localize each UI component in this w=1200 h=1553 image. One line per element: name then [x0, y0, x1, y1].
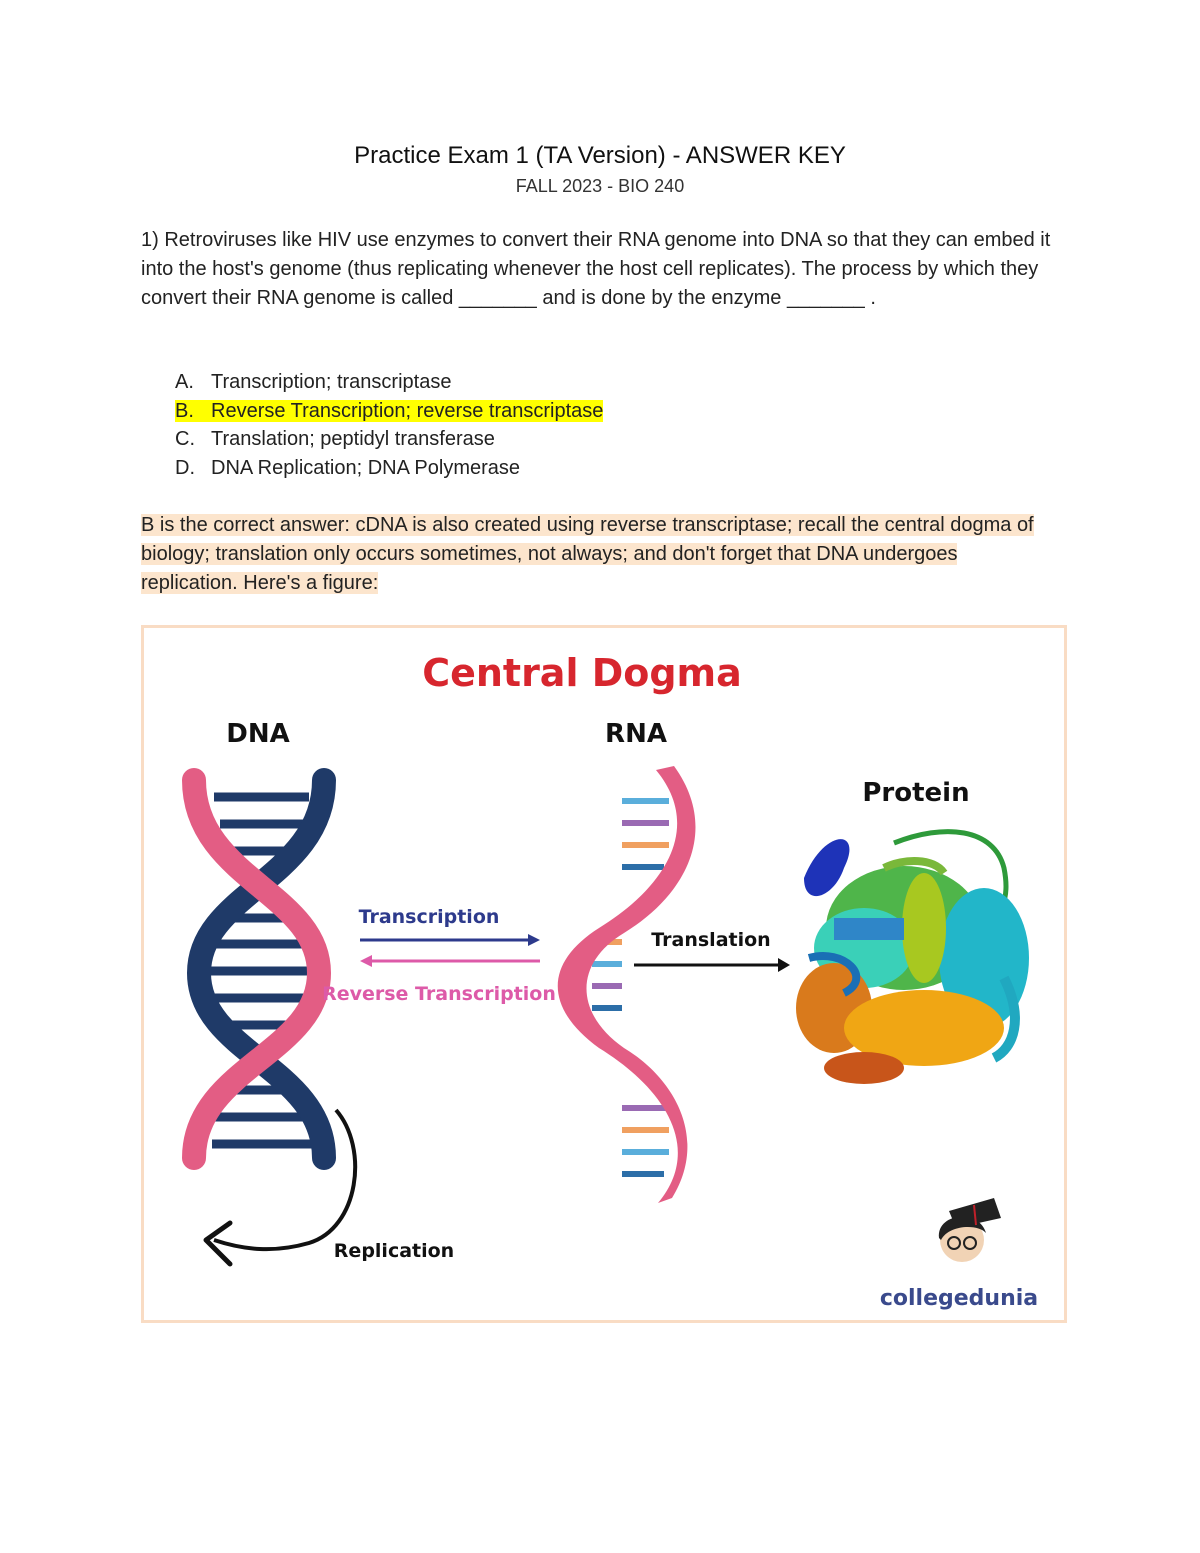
dna-label: DNA [226, 719, 290, 749]
option-c [175, 425, 603, 454]
dna-helix-icon [194, 780, 324, 1158]
central-dogma-figure [141, 625, 1067, 1323]
option-a [175, 368, 603, 397]
rna-strand-icon [558, 766, 696, 1203]
option-letter: B. [175, 399, 194, 422]
option-text: DNA Replication; DNA Polymerase [211, 456, 521, 479]
replication-label: Replication [333, 1240, 455, 1262]
option-letter: C. [175, 428, 195, 450]
collegedunia-mascot-icon [939, 1198, 1001, 1262]
option-letter: A. [175, 371, 194, 393]
page-subtitle: FALL 2023 - BIO 240 [515, 176, 685, 196]
rna-label: RNA [605, 719, 667, 749]
translation-arrow-icon [634, 958, 790, 972]
translation-label: Translation [651, 929, 771, 951]
protein-structure-icon [796, 832, 1029, 1084]
page-title: Practice Exam 1 (TA Version) - ANSWER KEY [354, 142, 846, 169]
transcription-arrow-icon [360, 934, 540, 946]
explanation [141, 511, 1041, 598]
option-text: Translation; peptidyl transferase [211, 428, 495, 450]
central-dogma-diagram [144, 628, 1064, 1320]
reverse-transcription-arrow-icon [360, 955, 540, 967]
option-letter: D. [175, 456, 195, 479]
option-text: Transcription; transcriptase [211, 371, 452, 393]
reverse-transcription-label: Reverse Transcription [322, 983, 556, 1005]
figure-title: Central Dogma [422, 651, 742, 695]
option-text: Reverse Transcription; reverse transcriptase [211, 399, 604, 422]
explanation-text: B is the correct answer: cDNA is also created using reverse transcriptase; recall the central dogma of biology; translation only occurs sometimes, not always; and don't forget that DNA undergoes replication. Here's a figure: [141, 514, 1034, 594]
transcription-label: Transcription [358, 906, 500, 928]
option-b-correct [175, 397, 603, 426]
option-d [175, 454, 603, 483]
question-text: 1) Retroviruses like HIV use enzymes to convert their RNA genome into DNA so that they can embed it into the host's genome (thus replicating whenever the host cell replicates). The process by which they convert their RNA genome is called _______ and is done by the enzyme _______ . [141, 229, 1051, 309]
collegedunia-logo: collegedunia [879, 1286, 1039, 1311]
answer-options [175, 368, 603, 482]
answer-highlight [175, 400, 603, 422]
protein-label: Protein [862, 778, 970, 808]
